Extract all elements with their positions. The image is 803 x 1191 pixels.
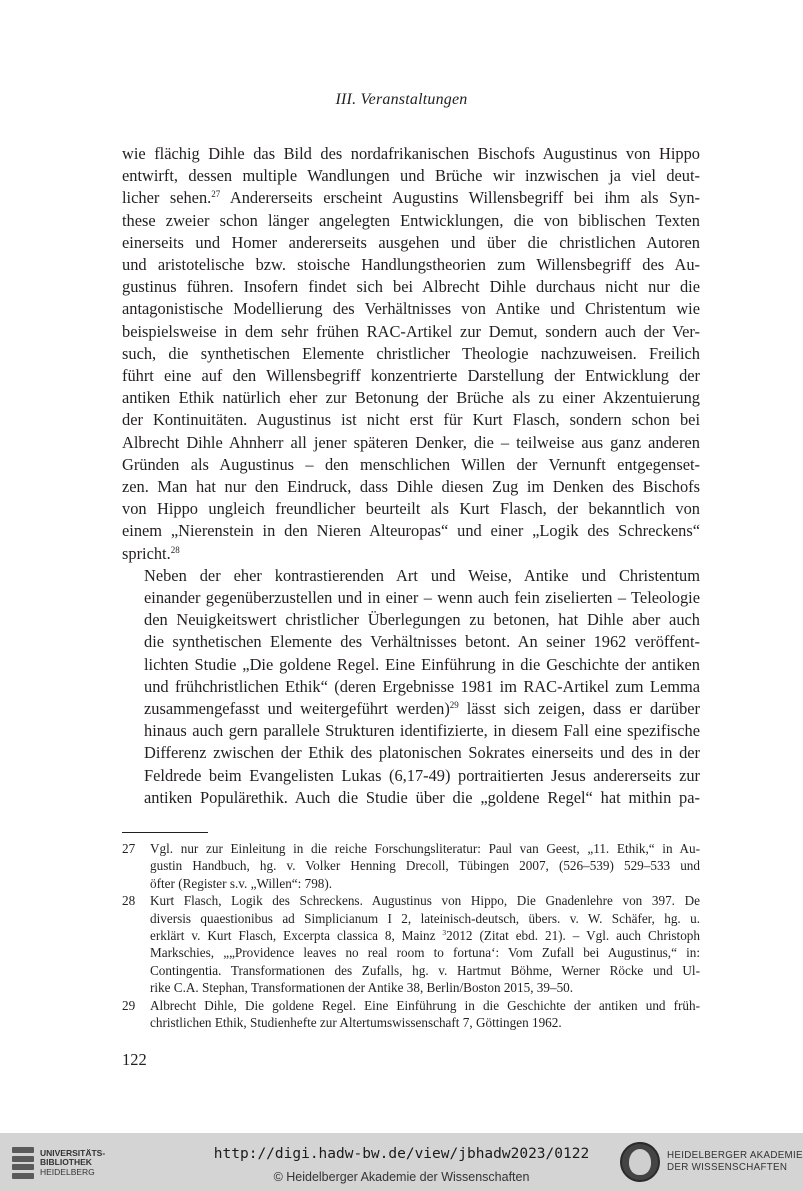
footnote-number: 29 bbox=[122, 997, 136, 1013]
footnote-divider bbox=[122, 832, 208, 833]
footnote-line: rike C.A. Stephan, Transformationen der Antike 38, Berlin/Boston 2015, 39–50. bbox=[150, 980, 574, 996]
footnote-line: Albrecht Dihle, Die goldene Regel. Eine Einführung in die Geschichte der antiken und früh- bbox=[150, 997, 700, 1013]
page-number: 122 bbox=[122, 1050, 147, 1069]
footnote-line: öfter (Register s.v. „Willen“: 798). bbox=[150, 875, 333, 891]
text-fragment: erklärt v. Kurt Flasch, Excerpta classica 8, Mainz bbox=[150, 928, 443, 944]
footnotes bbox=[122, 840, 700, 1031]
paragraph-1 bbox=[122, 143, 700, 565]
text-line: antiken Populärethik. Auch die Studie über die „goldene Regel“ hat mithin pa- bbox=[144, 787, 700, 807]
text-fragment: Andererseits erscheint Augustins Willensbegriff bei ihm als Syn- bbox=[220, 188, 701, 208]
text-line: lichten Studie „Die goldene Regel. Eine Einführung in die Geschichte der antiken bbox=[144, 654, 700, 674]
footnote-line: Kurt Flasch, Logik des Schreckens. Augustinus von Hippo, Die Gnadenlehre von 397. De bbox=[150, 893, 700, 909]
text-line bbox=[122, 543, 700, 565]
footnote-ref-28[interactable]: 28 bbox=[170, 544, 180, 555]
text-fragment: zusammengefasst und weitergeführt werden) bbox=[144, 699, 450, 719]
text-line: Albrecht Dihle Ahnherr all jener späteren Denker, die – teilweise aus ganz anderen bbox=[122, 432, 700, 452]
text-line: und aristotelische bzw. stoische Handlungstheorien zum Willensbegriff des Au- bbox=[122, 255, 700, 275]
academy-seal-icon bbox=[620, 1142, 660, 1182]
text-line: such, die synthetischen Elemente christlicher Theologie nachzuweisen. Freilich bbox=[122, 343, 700, 363]
text-line: antiken Ethik natürlich eher zur Betonung der Brüche als zu einer Akzentuierung bbox=[122, 388, 700, 408]
text-line: einander gegenüberzustellen und in einer – wenn auch fein ziselierten – Teleologie bbox=[144, 588, 700, 608]
text-line: einerseits und Homer andererseits ausgehen und über die christlichen Autoren bbox=[122, 232, 700, 252]
text-line bbox=[122, 187, 700, 209]
text-line: these zweier schon länger angelegten Entwicklungen, die von biblischen Texten bbox=[122, 210, 700, 230]
footnote-line: Contingentia. Transformationen des Zufalls, hg. v. Hartmut Böhme, Werner Röcke und Ul- bbox=[150, 962, 700, 978]
copyright-notice: © Heidelberger Akademie der Wissenschaften bbox=[273, 1170, 530, 1184]
footnote-text bbox=[150, 840, 700, 892]
footnote-ref-27[interactable]: 27 bbox=[211, 189, 221, 200]
footnote-number: 27 bbox=[122, 841, 136, 856]
text-line: der Kontinuitäten. Augustinus ist nicht erst für Kurt Flasch, sondern schon bei bbox=[122, 410, 700, 430]
text-line: Neben der eher kontrastierenden Art und Weise, Antike und Christentum bbox=[144, 565, 700, 585]
text-line: Feldrede beim Evangelisten Lukas (6,17-49) portraitierten Jesus andererseits zur bbox=[144, 765, 700, 785]
text-line: wie flächig Dihle das Bild des nordafrikanischen Bischofs Augustinus von Hippo bbox=[122, 144, 700, 163]
text-line: die synthetischen Elemente des Verhältnisses betont. An seiner 1962 veröffent- bbox=[144, 632, 700, 652]
footnote-line: Markschies, „„Providence leaves no real room to fortuna‘: Vom Zufall bei Augustinus,“ in: bbox=[150, 945, 700, 961]
academy-name bbox=[667, 1150, 803, 1174]
text-line bbox=[122, 698, 700, 720]
library-name-line: UNIVERSITÄTS- bbox=[40, 1147, 106, 1158]
text-line: gustinus führen. Insofern findet sich bei Albrecht Dihle durchaus nicht nur die bbox=[122, 277, 700, 297]
text-fragment: licher sehen. bbox=[122, 188, 212, 208]
footnote-number: 28 bbox=[122, 893, 136, 909]
footnote-ref-29[interactable]: 29 bbox=[449, 700, 459, 711]
text-line: zen. Man hat nur den Eindruck, dass Dihle diesen Zug im Denken des Bischofs bbox=[122, 477, 700, 497]
text-fragment: 2012 (Zitat ebd. 21). – Vgl. auch Christoph bbox=[446, 928, 700, 944]
academy-logo[interactable] bbox=[620, 1139, 803, 1185]
academy-name-line: HEIDELBERGER AKADEMIE bbox=[667, 1150, 803, 1161]
text-fragment: lässt sich zeigen, dass er darüber bbox=[458, 699, 700, 719]
body-text bbox=[122, 143, 700, 809]
edition-superscript: 3 bbox=[442, 928, 447, 938]
footnote-line: gustin Handbuch, hg. v. Volker Henning Drecoll, Tübingen 2007, (526–539) 529–533 und bbox=[150, 858, 700, 874]
text-line: und frühchristlichen Ethik“ (deren Ergebnisse 1981 im RAC-Artikel zum Lemma bbox=[144, 676, 700, 696]
footnote-line: Vgl. nur zur Einleitung in die reiche Forschungsliteratur: Paul van Geest, „11. Ethik,“ in Au- bbox=[150, 841, 700, 856]
paragraph-2 bbox=[122, 565, 700, 809]
footnote-28 bbox=[122, 892, 700, 996]
footnote-text bbox=[150, 892, 700, 996]
library-name-line: HEIDELBERG bbox=[40, 1166, 95, 1177]
footnote-29 bbox=[122, 997, 700, 1032]
text-fragment: spricht. bbox=[122, 543, 171, 563]
academy-name-line: DER WISSENSCHAFTEN bbox=[667, 1162, 788, 1173]
footnote-text bbox=[150, 997, 700, 1032]
footnote-27 bbox=[122, 840, 700, 892]
text-line: hinaus auch gern parallele Strukturen identifizierte, in diesem Fall eine spezifische bbox=[144, 721, 700, 741]
text-line: Gründen als Augustinus – den menschlichen Willen der Vernunft entgegenset- bbox=[122, 454, 700, 474]
permalink-url[interactable]: http://digi.hadw-bw.de/view/jbhadw2023/0122 bbox=[213, 1146, 590, 1162]
text-line: von Hippo ungleich freundlicher beurteilt als Kurt Flasch, der bekanntlich von bbox=[122, 499, 700, 519]
footnote-line bbox=[150, 927, 700, 944]
text-line: beispielsweise in dem sehr frühen RAC-Artikel zur Demut, sondern auch der Ver- bbox=[122, 321, 700, 341]
footnote-line: christlichen Ethik, Studienhefte zur Altertumswissenschaft 7, Göttingen 1962. bbox=[150, 1015, 562, 1031]
text-line: führt eine auf den Willensbegriff konzentrierte Darstellung der Entwicklung der bbox=[122, 366, 700, 386]
running-head: III. Veranstaltungen bbox=[335, 91, 468, 108]
text-line: Differenz zwischen der Ethik des platonischen Sokrates einerseits und des in der bbox=[144, 743, 700, 763]
library-name-line: BIBLIOTHEK bbox=[40, 1157, 92, 1168]
text-line: antagonistische Modellierung des Verhältnisses von Antike und Christentum wie bbox=[122, 299, 700, 319]
footnote-line: diversis quaestionibus ad Simplicianum I 2, lateinisch-deutsch, übers. v. W. Schäfer, hg. u. bbox=[150, 910, 700, 926]
text-line: einem „Nierenstein in den Nieren Alteuropas“ und einer „Logik des Schreckens“ bbox=[122, 521, 700, 541]
text-line: den Neuigkeitswert christlicher Überlegungen zu betonen, hat Dihle aber auch bbox=[144, 610, 700, 630]
text-line: entwirft, dessen multiple Wandlungen und Brüche wir inzwischen ja viel deut- bbox=[122, 166, 700, 186]
